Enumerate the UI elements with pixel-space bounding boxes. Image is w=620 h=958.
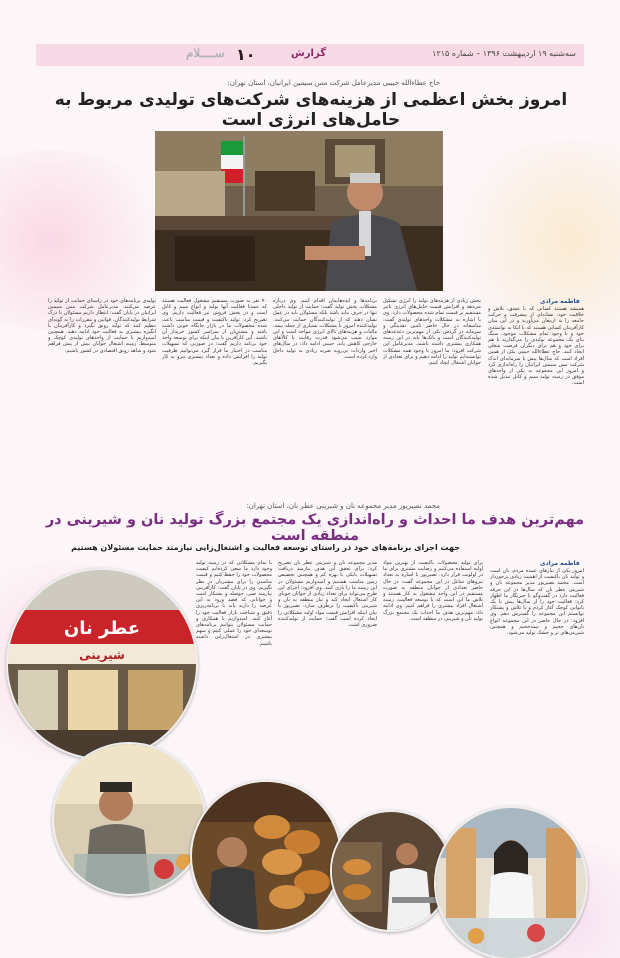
newspaper-logo: ســــلام [186,46,225,60]
article2-column-2: برای تولید محصولات باکیفیت از بهترین مواد اولیه استفاده می‌کنیم و رضایت مشتری برای ما در اولویت قرار دارد. نصیرپور با اشاره به تعداد نیروهای شاغل در این مجموعه گفت: در حال حاضر تعدادی از جوانان منطقه به صورت مستقیم در این واحد مشغول به کار هستند و تلاش ما این است که با توسعه فعالیت، زمینه اشتغال افراد بیشتری را فراهم کنیم. وی ادامه داد: مهم‌ترین هدف ما احداث یک مجتمع بزرگ تولید نان و شیرینی در منطقه است. [383,560,483,622]
article1-column-2: بخش زیادی از هزینه‌های تولید را انرژی تشکیل می‌دهد و افزایش قیمت حامل‌های انرژی تاثیر مستقیم بر قیمت تمام شده محصولات دارد. وی با اشاره به مشکلات واحدهای تولیدی گفت: متاسفانه در حال حاضر تامین نقدینگی و سرمایه در گردش یکی از مهم‌ترین دغدغه‌های تولیدکنندگان است و بانک‌ها باید در این زمینه همکاری بیشتری داشته باشند. مدیرعامل این شرکت افزود: ما امروز با وجود همه مشکلات توانسته‌ایم تولید را ادامه دهیم و برای تعدادی از جوانان اشتغال ایجاد کنیم. [383,298,481,367]
article1-reporter-tag: فاطمه مرادی [540,298,580,305]
saleswoman-photo [434,806,588,958]
article1-column-5: تولیدی برنامه‌های خود در راستای حمایت از تولید را عرضه می‌کنند. مدیرعامل شرکت مس سیمین ایرانیان در پایان گفت: انتظار داریم مسئولان با درک شرایط تولیدکنندگان، قوانین و مقررات را به گونه‌ای تنظیم کنند که تولید رونق بگیرد و کارآفرینان با انگیزه بیشتری به فعالیت خود ادامه دهند. همچنین امیدواریم با حمایت از واحدهای تولیدی کوچک و متوسط، زمینه اشتغال جوانان بیش از پیش فراهم شود و شاهد رونق اقتصادی در کشور باشیم. [48,298,156,354]
article2-column-4: با تمام مشکلاتی که در زمینه تولید وجود دارد ما سعی کرده‌ایم کیفیت محصولات خود را حفظ کنیم و قیمت مناسبی را برای مشتریان در نظر بگیریم. وی در پایان گفت: کارآفرینی نیازمند صبر، حوصله و پشتکار است و جوانانی که قصد ورود به این عرصه را دارند باید با برنامه‌ریزی دقیق و شناخت بازار فعالیت خود را آغاز کنند. امیدواریم با همکاری و حمایت مسئولان بتوانیم برنامه‌های توسعه‌ای خود را عملی کنیم و سهم بیشتری در اشتغال‌زایی داشته باشیم. [196,560,272,647]
article2-headline: مهم‌ترین هدف ما احداث و راه‌اندازی یک مجتمع بزرگ تولید نان و شیرینی در منطقه است [45,512,585,544]
shop-sign-text: عطر نان [63,618,141,639]
page-number: ۱۰ [236,45,256,64]
article1-photo [155,131,443,291]
section-title: گزارش [291,48,327,59]
article2-reporter-tag: فاطمه مرادی [540,560,580,567]
article1-column-3: برنامه‌ها و ایده‌هایمان اقدام کنیم. وی درباره مشکلات بخش تولید گفت: حمایت از تولید داخلی تنها در حرف نباید باشد بلکه مسئولان باید در عمل نشان دهند که از تولیدکنندگان حمایت می‌کنند. تولیدکننده امروز با مشکلات بسیاری از جمله بیمه، مالیات و هزینه‌های بالای انرژی مواجه است و این موارد سبب می‌شود قدرت رقابت با کالاهای خارجی کاهش یابد. حبیبی ادامه داد: در سال‌های اخیر واردات بی‌رویه ضربه زیادی به تولید داخل وارد کرده است. [273,298,377,360]
page-header [36,44,584,66]
article2-column-3: مدیر مجموعه نان و شیرینی عطر نان تصریح کرد: برای تحقق این هدف نیازمند دریافت تسهیلات بانکی با بهره کم و همچنین تخصیص زمین مناسب هستیم و امیدواریم مسئولان در این زمینه ما را یاری کنند. وی افزود: اجرای این طرح می‌تواند برای تعداد زیادی از جوانان جویای کار اشتغال ایجاد کند و نیاز منطقه به نان و شیرینی باکیفیت را برطرف سازد. نصیرپور با بیان اینکه افزایش قیمت مواد اولیه مشکلاتی را ایجاد کرده است گفت: حمایت از تولیدکننده ضروری است. [278,560,377,629]
shop-sign-secondary-text: شیرینی [79,648,125,662]
shopkeeper-photo [52,742,206,896]
article2-kicker: محمد نصیرپور مدیر مجموعه نان و شیرینی عطر نان، استان تهران: [246,502,440,510]
article1-kicker: حاج عطاءالله حبیبی مدیرعامل شرکت مس سیمین ایرانیان، استان تهران: [227,79,440,87]
office-photo-illustration [155,131,443,291]
issue-date: سه‌شنبه ۱۹ اردیبهشت ۱۳۹۶ – شماره ۱۲۱۵ [432,49,576,58]
bakery-storefront-photo [6,568,198,760]
baker-with-bread-photo [190,780,342,932]
article2-column-1: امروز یکی از نیازهای عمده مردم، نان است و تولید نان باکیفیت از اهمیت زیادی برخوردار است. محمد نصیرپور مدیر مجموعه نان و شیرینی عطر نان که سال‌ها در این حرفه فعالیت دارد در گفت‌وگو با خبرنگار ما اظهار کرد: فعالیت خود را از سال‌ها پیش با یک نانوایی کوچک آغاز کردم و با تلاش و پشتکار توانستم این مجموعه را گسترش دهم. وی افزود: در حال حاضر در این مجموعه انواع نان‌های حجیم و نیمه‌حجیم و همچنین شیرینی‌های تر و خشک تولید می‌شود. [490,568,584,637]
baker-at-oven-photo [330,810,452,932]
article1-column-4: ۷۰ نفر به صورت مستقیم مشغول فعالیت هستند که عمدتا فعالیت آنها تولید و انواع سیم و کابل است و در بخش فروش نیز فعالیت داریم. وی تصریح کرد: تولید باکیفیت و قیمت مناسب باعث شده محصولات ما در بازار جایگاه خوبی داشته باشد و مشتریان از سراسر کشور خریدار آن باشند. این کارآفرین با بیان اینکه برای توسعه واحد خود برنامه داریم گفت: در صورتی که تسهیلات مناسب در اختیار ما قرار گیرد می‌توانیم ظرفیت تولید را افزایش داده و تعداد بیشتری نیرو به کار بگیریم. [162,298,267,367]
article1-headline: امروز بخش اعظمی از هزینه‌های شرکت‌های تولیدی مربوط به حامل‌های انرژی است [54,90,568,130]
article1-column-1: همیشه هستند کسانی که با عشق، تلاش و خلاقیت خود، نشانه‌ای از پیشرفت و حرکت جامعه را به ارمغان می‌آورند و در این میان کارآفرینان کسانی هستند که با اتکا به توانمندی خود و با وجود تمام مشکلات موجود، سنگ بنای یک مجموعه تولیدی را می‌گذارند تا هم برای خود و هم برای دیگران فرصت شغلی ایجاد کنند. حاج عطاءالله حبیبی یکی از همین افراد است که سال‌ها پیش با سرمایه‌ای اندک شرکت مس سیمین ایرانیان را راه‌اندازی کرد و امروز این مجموعه به یکی از واحدهای موفق در زمینه تولید سیم و کابل تبدیل شده است. [488,306,584,387]
article2-subheadline: جهت اجرای برنامه‌های خود در راستای توسعه فعالیت و اشتغال‌زایی نیازمند حمایت مسئولان هستیم [71,543,460,552]
